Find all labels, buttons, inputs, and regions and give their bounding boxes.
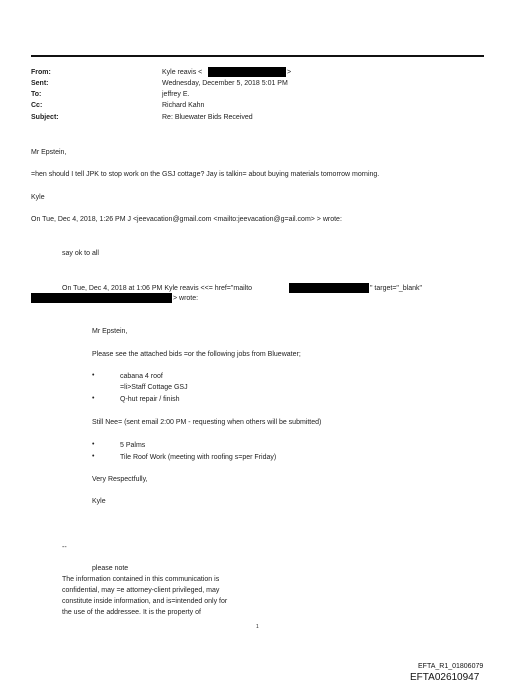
- from-label: From:: [31, 69, 51, 76]
- bullet-icon: •: [92, 372, 95, 379]
- still-need-text: Still Nee= (sent email 2:00 PM - requesting when others will be submitted): [92, 419, 322, 426]
- closing: Very Respectfully,: [92, 476, 148, 483]
- cc-value: Richard Kahn: [162, 102, 205, 109]
- note-title: please note: [92, 565, 129, 572]
- note-line: constitute inside information, and is=intended only for: [62, 598, 228, 605]
- page-number: 1: [256, 624, 259, 630]
- quote1-header: On Tue, Dec 4, 2018, 1:26 PM J <jeevacation@gmail.com <mailto:jeevacation@g=ail.com> > wrote:: [31, 216, 342, 223]
- greeting: Mr Epstein,: [31, 149, 67, 156]
- quote2-header-c: > wrote:: [173, 295, 199, 302]
- bullet-icon: •: [92, 453, 95, 460]
- note-line: The information contained in this communication is: [62, 576, 220, 583]
- quote2-header-a: On Tue, Dec 4, 2018 at 1:06 PM Kyle reavis <<= href="mailto: [62, 285, 253, 292]
- message-text: =hen should I tell JPK to stop work on the GSJ cottage? Jay is talkin= about buying materials tomorrow morning.: [31, 171, 380, 178]
- separator: --: [62, 544, 67, 551]
- to-label: To:: [31, 91, 42, 98]
- inner-greeting: Mr Epstein,: [92, 328, 128, 335]
- list-item: 5 Palms: [120, 442, 146, 449]
- redaction-box: [208, 67, 286, 77]
- bates-number-small: EFTA_R1_01806079: [418, 663, 484, 670]
- redaction-box: [289, 283, 369, 293]
- closing-name: Kyle: [92, 498, 106, 505]
- note-line: confidential, may =e attorney-client privileged, may: [62, 587, 220, 594]
- bullet-icon: •: [92, 395, 95, 402]
- cc-label: Cc:: [31, 102, 43, 109]
- header-rule: [31, 55, 484, 57]
- list-item: Tile Roof Work (meeting with roofing s=per Friday): [120, 454, 277, 461]
- list-item: =li>Staff Cottage GSJ: [120, 384, 188, 391]
- from-value-prefix: Kyle reavis <: [162, 69, 203, 76]
- sent-label: Sent:: [31, 80, 49, 87]
- bullet-icon: •: [92, 441, 95, 448]
- signoff: Kyle: [31, 194, 45, 201]
- list-item: cabana 4 roof: [120, 373, 163, 380]
- to-value: jeffrey E.: [162, 91, 190, 98]
- list-item: Q-hut repair / finish: [120, 396, 180, 403]
- inner-intro: Please see the attached bids =or the following jobs from Bluewater;: [92, 351, 301, 358]
- sent-value: Wednesday, December 5, 2018 5:01 PM: [162, 80, 288, 87]
- subject-label: Subject:: [31, 114, 59, 121]
- subject-value: Re: Bluewater Bids Received: [162, 114, 253, 121]
- quote1-text: say ok to all: [62, 250, 99, 257]
- bates-number-large: EFTA02610947: [410, 672, 480, 683]
- from-value-suffix: >: [287, 69, 292, 76]
- note-line: the use of the addressee. It is the property of: [62, 609, 201, 616]
- quote2-header-b: " target="_blank": [370, 285, 423, 292]
- redaction-box: [31, 293, 172, 303]
